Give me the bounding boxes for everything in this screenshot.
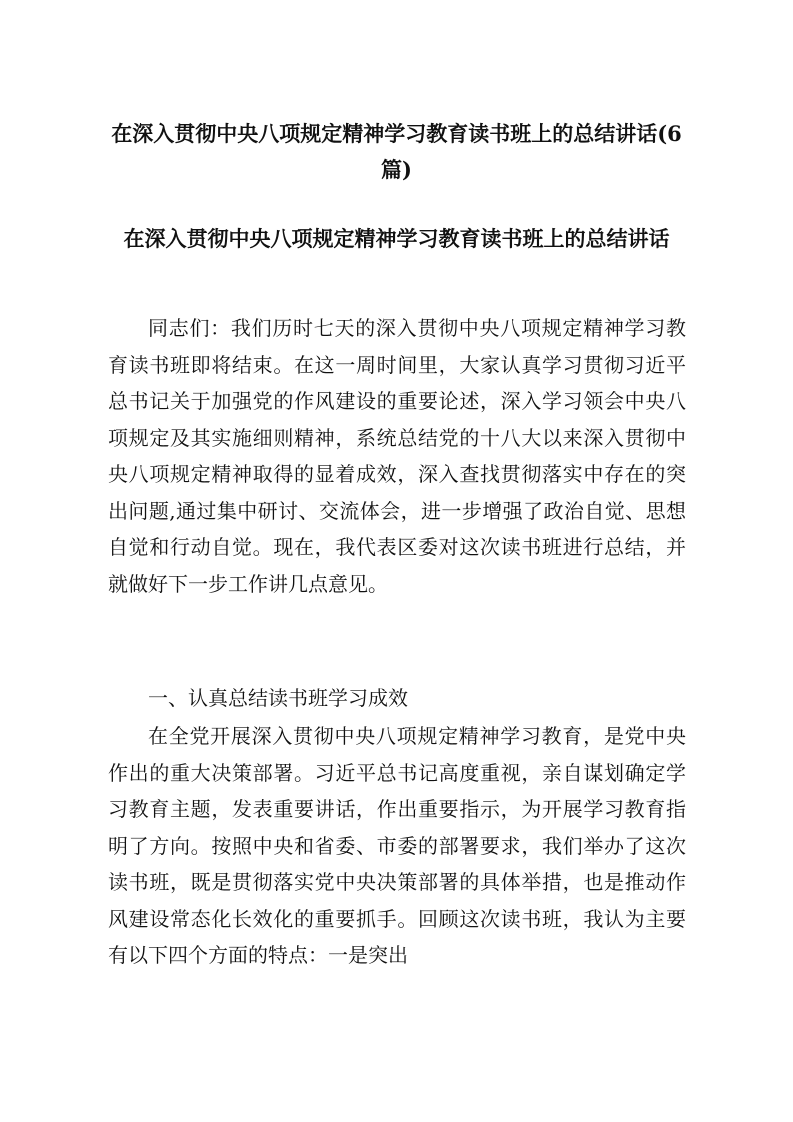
body-paragraph-2: 在全党开展深入贯彻中央八项规定精神学习教育，是党中央作出的重大决策部署。习近平总书记高度重视，亲自谋划确定学习教育主题，发表重要讲话，作出重要指示，为开展学习教育指明了方向。按照中央和省委、市委的部署要求，我们举办了这次读书班，既是贯彻落实党中央决策部署的具体举措，也是推动作风建设常态化长效化的重要抓手。回顾这次读书班，我认为主要有以下四个方面的特点：一是突出 — [108, 724, 686, 967]
document-sub-title: 在深入贯彻中央八项规定精神学习教育读书班上的总结讲话 — [123, 226, 670, 251]
section-heading-1: 一、认真总结读书班学习成效 — [148, 686, 408, 710]
body-paragraph-1: 同志们：我们历时七天的深入贯彻中央八项规定精神学习教育读书班即将结束。在这一周时间里，大家认真学习贯彻习近平总书记关于加强党的作风建设的重要论述，深入学习领会中央八项规定及其实施细则精神，系统总结党的十八大以来深入贯彻中央八项规定精神取得的显着成效，深入查找贯彻落实中存在的突出问题,通过集中研讨、交流体会，进一步增强了政治自觉、思想自觉和行动自觉。现在，我代表区委对这次读书班进行总结，并就做好下一步工作讲几点意见。 — [108, 316, 686, 596]
document-main-title: 在深入贯彻中央八项规定精神学习教育读书班上的总结讲话(6篇) — [111, 121, 682, 182]
